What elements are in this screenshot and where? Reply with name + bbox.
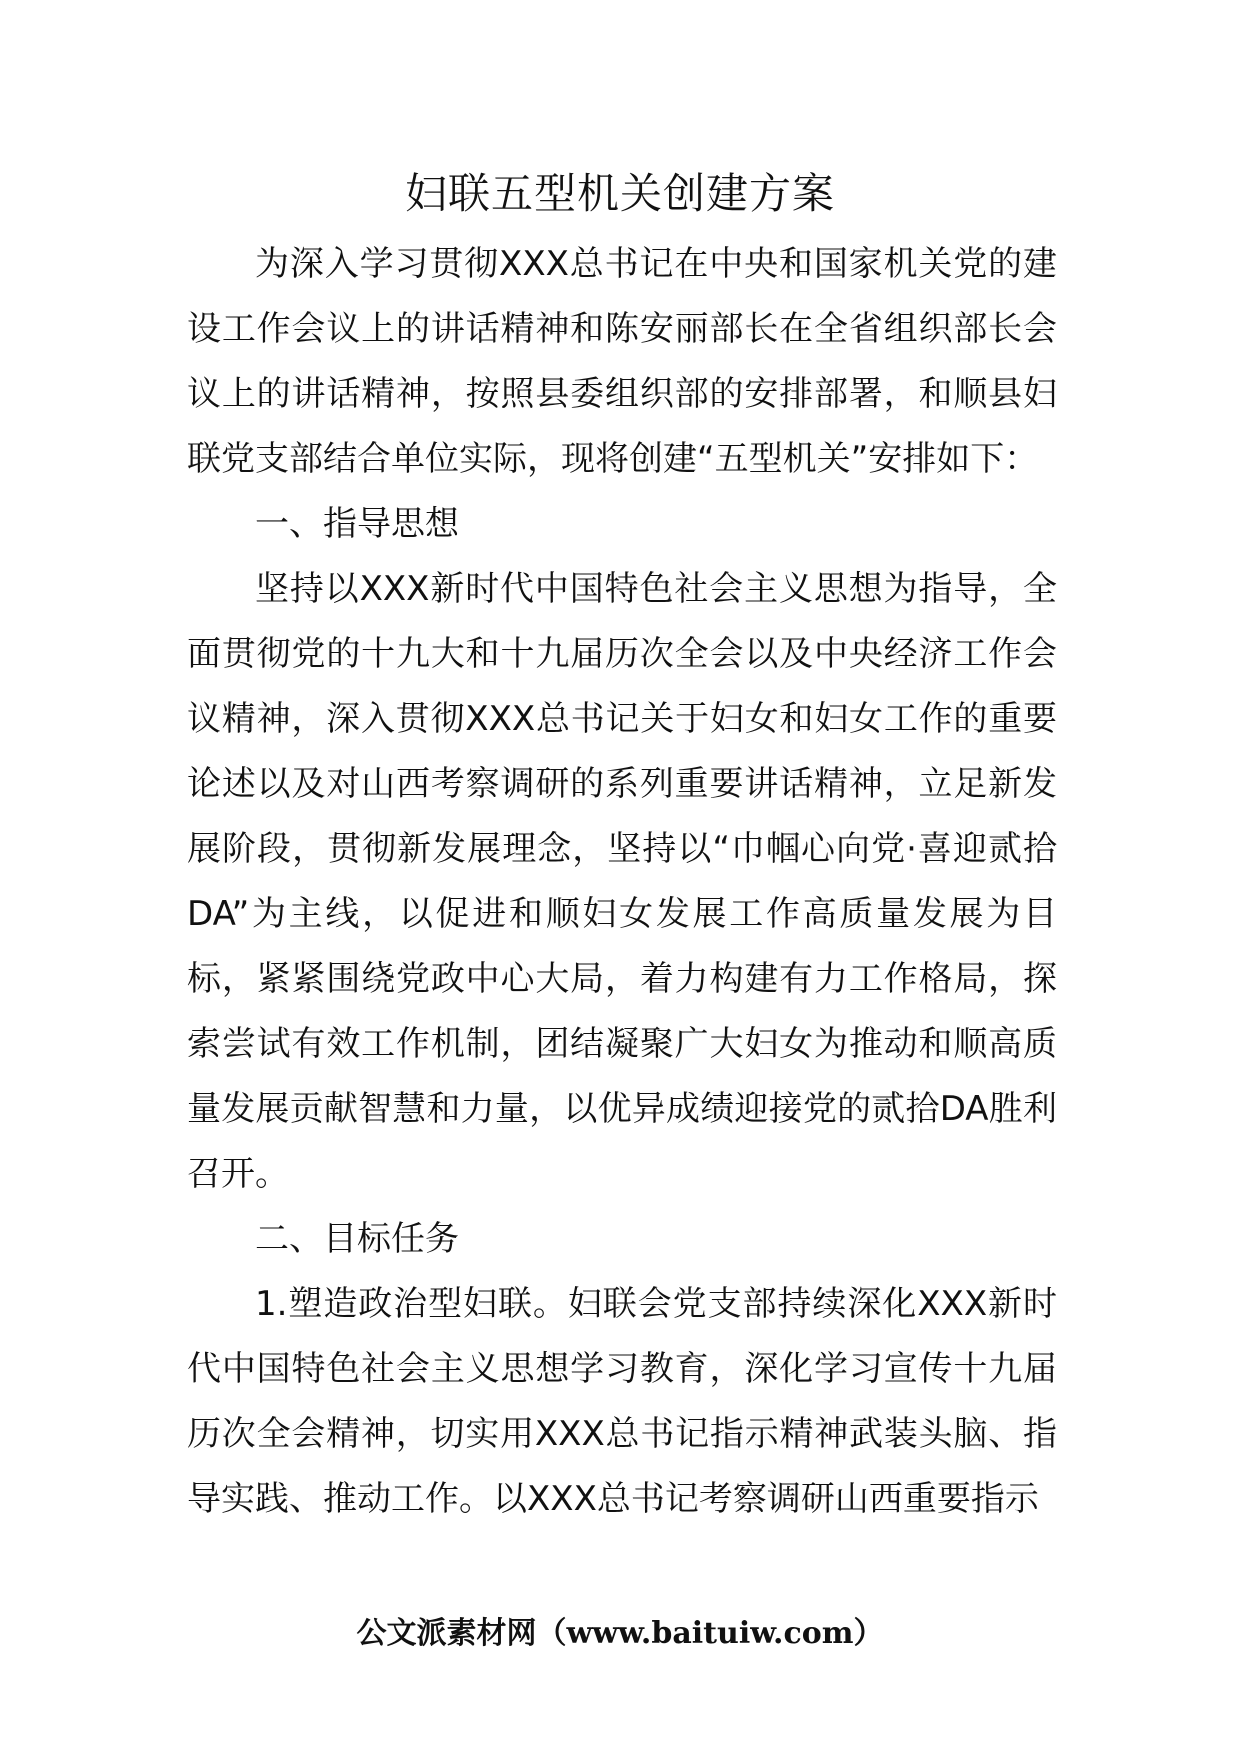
document-title: 妇联五型机关创建方案 (404, 169, 835, 218)
guiding-ideology-paragraph: 坚持以XXX新时代中国特色社会主义思想为指导，全面贯彻党的十九大和十九届历次全会以及中央经济工作会议精神，深入贯彻XXX总书记关于妇女和妇女工作的重要论述以及对山西考察调研的系列重要讲话精神，立足新发展阶段，贯彻新发展理念，坚持以“巾帼心向党·喜迎贰拾DA”为主线，以促进和顺妇女发展工作高质量发展为目标，紧紧围绕党政中心大局，着力构建有力工作格局，探索尝试有效工作机制，团结凝聚广大妇女为推动和顺高质量发展贡献智慧和力量，以优异成绩迎接党的贰拾DA胜利召开。 (187, 569, 1057, 1194)
section-heading-guiding-ideology: 一、指导思想 (255, 504, 459, 544)
watermark-footer: 公文派素材网（www.baituiw.com） (356, 1616, 884, 1651)
section-heading-objectives: 二、目标任务 (255, 1219, 459, 1259)
objectives-paragraph-1: 1.塑造政治型妇联。妇联会党支部持续深化XXX新时代中国特色社会主义思想学习教育，深化学习宣传十九届历次全会精神，切实用XXX总书记指示精神武装头脑、指导实践、推动工作。以XXX总书记考察调研山西重要指示 (187, 1284, 1057, 1519)
document-body (187, 232, 1057, 1532)
intro-paragraph: 为深入学习贯彻XXX总书记在中央和国家机关党的建设工作会议上的讲话精神和陈安丽部长在全省组织部长会议上的讲话精神，按照县委组织部的安排部署，和顺县妇联党支部结合单位实际，现将创建“五型机关”安排如下： (187, 244, 1057, 479)
